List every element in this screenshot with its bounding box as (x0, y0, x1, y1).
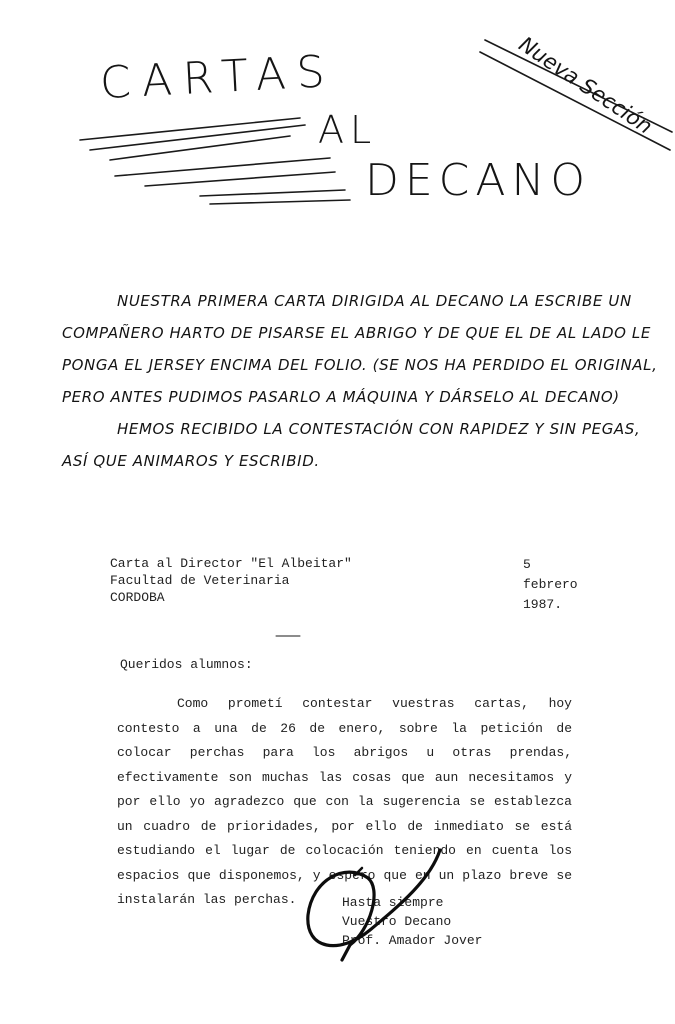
heading-cartas: CARTAS (98, 45, 337, 110)
intro-paragraph-2: HEMOS RECIBIDO LA CONTESTACIÓN CON RAPIDEZ Y SIN PEGAS, ASÍ QUE ANIMAROS Y ESCRIBID. (62, 420, 641, 470)
salutation: Queridos alumnos: (120, 657, 253, 672)
date-day: 5 (523, 557, 531, 572)
intro-paragraph-1: NUESTRA PRIMERA CARTA DIRIGIDA AL DECANO LA ESCRIBE UN COMPAÑERO HARTO DE PISARSE EL ABRIGO Y DE QUE EL DE AL LADO LE PONGA EL JERSEY ENCIMA DEL FOLIO. (SE NOS HA PERDIDO EL ORIGINAL, PERO ANTES PUDIMOS PASARLO A MÁQUINA Y DÁRSELO AL DECANO) (62, 292, 658, 406)
new-section-tag: Nueva Sección (514, 32, 657, 139)
heading-decano: DECANO (365, 155, 592, 206)
date-year: 1987. (523, 597, 563, 612)
closing-line: Prof. Amador Jover (342, 933, 483, 948)
letter-body: Como prometí contestar vuestras cartas, hoy contesto a una de 26 de enero, sobre la petición de colocar perchas para los abrigos u otras prendas, efectivamente son muchas las cosas que aun necesitamos y por ello yo agradezco que con la sugerencia se establezca un cuadro de prioridades, por ello de inmediato se está estudiando el lugar de colocación teniendo en cuenta los espacios que disponemos, y espero que en un plazo breve se instalarán las perchas. (117, 696, 572, 907)
address-line: Facultad de Veterinaria (110, 573, 290, 588)
closing-line: Hasta siempre (342, 895, 444, 910)
closing-line: Vuestro Decano (342, 914, 452, 929)
heading-al: AL (318, 108, 378, 152)
address-line: CORDOBA (110, 590, 165, 605)
date-month: febrero (523, 577, 578, 592)
address-line: Carta al Director "El Albeitar" (110, 556, 352, 571)
